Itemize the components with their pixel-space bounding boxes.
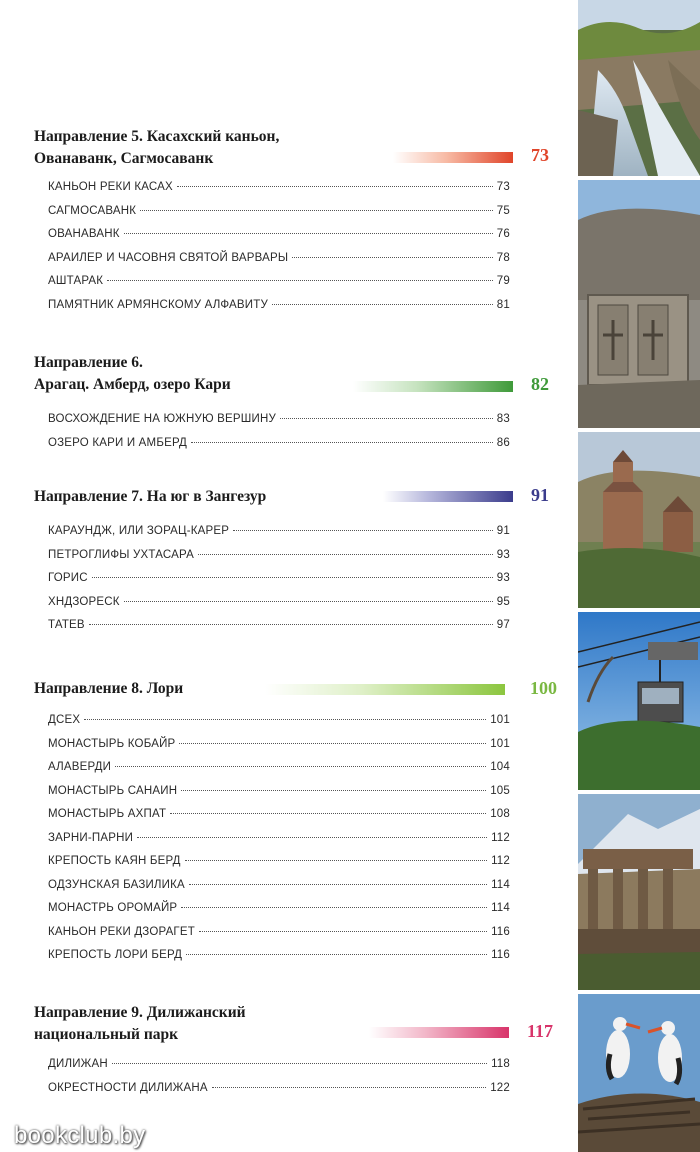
entry-page: 114	[491, 878, 510, 891]
dot-leader	[186, 954, 487, 955]
toc-entry[interactable]	[48, 596, 510, 620]
section-title-line: Направление 9. Дилижанский	[34, 1004, 246, 1021]
entry-label: МОНАСТРЬ ОРОМАЙР	[48, 902, 178, 914]
section-title-line: Направление 8. Лори	[34, 680, 184, 697]
section-heading-8[interactable]	[34, 678, 557, 700]
dot-leader	[280, 418, 493, 419]
toc-entry[interactable]	[48, 181, 510, 205]
entry-label: ПАМЯТНИК АРМЯНСКОМУ АЛФАВИТУ	[48, 298, 268, 311]
toc-entry[interactable]	[48, 926, 510, 950]
section-page-number: 73	[531, 145, 549, 165]
toc-entry[interactable]	[48, 855, 510, 879]
entry-label: ДСЕХ	[48, 714, 81, 726]
dot-leader	[107, 280, 493, 281]
toc-entry[interactable]	[48, 619, 510, 643]
toc-entry[interactable]	[48, 761, 510, 785]
toc-entry[interactable]	[48, 525, 510, 549]
entry-page: 93	[496, 548, 510, 561]
section-title-line: Ованаванк, Сагмосаванк	[34, 150, 214, 167]
waterfall-photo	[578, 0, 700, 176]
entry-page: 105	[490, 784, 510, 797]
toc-entry[interactable]	[48, 437, 510, 461]
entry-label: ГОРИС	[48, 572, 88, 584]
toc-entry[interactable]	[48, 252, 510, 276]
dot-leader	[112, 1063, 487, 1064]
section-heading-6[interactable]	[34, 352, 549, 396]
toc-entry[interactable]	[48, 275, 510, 299]
section-page-number: 82	[531, 374, 549, 394]
dot-leader	[170, 813, 486, 814]
entry-page: 112	[491, 831, 510, 844]
toc-entry[interactable]	[48, 714, 510, 738]
section-entries-7	[48, 525, 510, 643]
dot-leader	[292, 257, 493, 258]
entry-page: 112	[491, 855, 510, 867]
toc-entry[interactable]	[48, 572, 510, 596]
entry-label: АЛАВЕРДИ	[48, 761, 112, 773]
entry-label: ПЕТРОГЛИФЫ УХТАСАРА	[48, 548, 194, 561]
entry-page: 86	[496, 436, 510, 449]
entry-page: 118	[491, 1058, 510, 1070]
toc-entry[interactable]	[48, 785, 510, 809]
section-page-number: 117	[526, 1021, 553, 1041]
entry-label: ОКРЕСТНОСТИ ДИЛИЖАНА	[48, 1081, 208, 1094]
entry-label: МОНАСТЫРЬ КОБАЙР	[48, 737, 176, 750]
dot-leader	[181, 790, 486, 791]
entry-label: ЗАРНИ-ПАРНИ	[48, 831, 134, 844]
toc-entry[interactable]	[48, 549, 510, 573]
entry-page: 76	[496, 228, 510, 240]
entry-label: МОНАСТЫРЬ АХПАТ	[48, 808, 167, 820]
watermark-text: bookclub.by	[14, 1122, 146, 1149]
section-entries-8	[48, 714, 510, 973]
dot-leader	[89, 624, 493, 625]
dot-leader	[198, 554, 493, 555]
dot-leader	[177, 186, 493, 187]
section-entries-5	[48, 181, 510, 322]
entry-label: ДИЛИЖАН	[48, 1058, 108, 1070]
section-page-number: 100	[530, 678, 557, 698]
section-title-line: Направление 5. Касахский каньон,	[34, 128, 280, 145]
dot-leader	[137, 837, 487, 838]
toc-entry[interactable]	[48, 808, 510, 832]
accent-bar	[369, 1027, 509, 1038]
entry-label: ОВАНАВАНК	[48, 228, 120, 240]
dot-leader	[124, 601, 493, 602]
khachkar-photo	[578, 180, 700, 428]
dot-leader	[92, 577, 493, 578]
section-entries-6	[48, 413, 510, 460]
entry-label: ВОСХОЖДЕНИЕ НА ЮЖНУЮ ВЕРШИНУ	[48, 413, 276, 425]
section-page-number: 91	[531, 485, 549, 505]
entry-page: 79	[496, 275, 510, 287]
accent-bar	[393, 152, 513, 163]
dot-leader	[191, 442, 493, 443]
toc-entry[interactable]	[48, 949, 510, 973]
section-heading-7[interactable]	[34, 486, 549, 508]
toc-entry[interactable]	[48, 738, 510, 762]
toc-entry[interactable]	[48, 1082, 510, 1106]
toc-entry[interactable]	[48, 228, 510, 252]
entry-label: ТАТЕВ	[48, 619, 85, 631]
entry-label: МОНАСТЫРЬ САНАИН	[48, 784, 178, 797]
entry-page: 116	[491, 949, 510, 961]
monastery-photo	[578, 432, 700, 608]
dot-leader	[181, 907, 487, 908]
entry-label: КАНЬОН РЕКИ КАСАХ	[48, 181, 173, 193]
section-heading-5[interactable]	[34, 126, 549, 170]
dot-leader	[189, 884, 487, 885]
temple-ruins-photo	[578, 794, 700, 990]
dot-leader	[124, 233, 493, 234]
entry-label: ОДЗУНСКАЯ БАЗИЛИКА	[48, 878, 185, 891]
section-heading-9[interactable]	[34, 1002, 553, 1046]
entry-page: 95	[496, 595, 510, 608]
section-title-line: национальный парк	[34, 1026, 179, 1043]
accent-bar	[383, 491, 513, 502]
entry-page: 97	[496, 619, 510, 631]
dot-leader	[179, 743, 486, 744]
section-title-line: Направление 7. На юг в Зангезур	[34, 488, 267, 505]
entry-page: 108	[490, 808, 510, 820]
entry-page: 73	[496, 181, 510, 193]
section-title-line: Арагац. Амберд, озеро Кари	[34, 376, 231, 393]
entry-label: КРЕПОСТЬ ЛОРИ БЕРД	[48, 949, 183, 961]
entry-page: 91	[496, 525, 510, 537]
toc-entry[interactable]	[48, 413, 510, 437]
toc-entry[interactable]	[48, 1058, 510, 1082]
dot-leader	[84, 719, 486, 720]
entry-label: КРЕПОСТЬ КАЯН БЕРД	[48, 855, 181, 867]
entry-label: АШТАРАК	[48, 275, 104, 287]
toc-entry[interactable]	[48, 299, 510, 323]
entry-page: 83	[496, 413, 510, 425]
dot-leader	[272, 304, 493, 305]
section-title-line: Направление 6.	[34, 354, 143, 371]
dot-leader	[212, 1087, 486, 1088]
entry-label: АРАИЛЕР И ЧАСОВНЯ СВЯТОЙ ВАРВАРЫ	[48, 251, 289, 264]
dot-leader	[185, 860, 487, 861]
entry-page: 104	[490, 761, 510, 773]
entry-label: ОЗЕРО КАРИ И АМБЕРД	[48, 436, 188, 449]
entry-page: 116	[491, 925, 510, 938]
accent-bar	[265, 684, 505, 695]
cable-car-photo	[578, 612, 700, 790]
entry-page: 101	[490, 714, 510, 726]
toc-entry[interactable]	[48, 205, 510, 229]
dot-leader	[199, 931, 487, 932]
dot-leader	[233, 530, 493, 531]
entry-page: 75	[496, 204, 510, 217]
entry-label: КАНЬОН РЕКИ ДЗОРАГЕТ	[48, 925, 195, 938]
entry-label: КАРАУНДЖ, ИЛИ ЗОРАЦ-КАРЕР	[48, 525, 230, 537]
entry-page: 122	[490, 1081, 510, 1094]
accent-bar	[353, 381, 513, 392]
dot-leader	[115, 766, 486, 767]
entry-page: 114	[491, 902, 510, 914]
entry-page: 78	[496, 251, 510, 264]
entry-page: 93	[496, 572, 510, 584]
toc-entry[interactable]	[48, 832, 510, 856]
toc-entry[interactable]	[48, 879, 510, 903]
entry-label: САГМОСАВАНК	[48, 204, 137, 217]
toc-entry[interactable]	[48, 902, 510, 926]
entry-label: ХНДЗОРЕСК	[48, 595, 120, 608]
section-entries-9	[48, 1058, 510, 1105]
storks-photo	[578, 994, 700, 1152]
entry-page: 101	[490, 737, 510, 750]
entry-page: 81	[496, 298, 510, 311]
dot-leader	[140, 210, 493, 211]
